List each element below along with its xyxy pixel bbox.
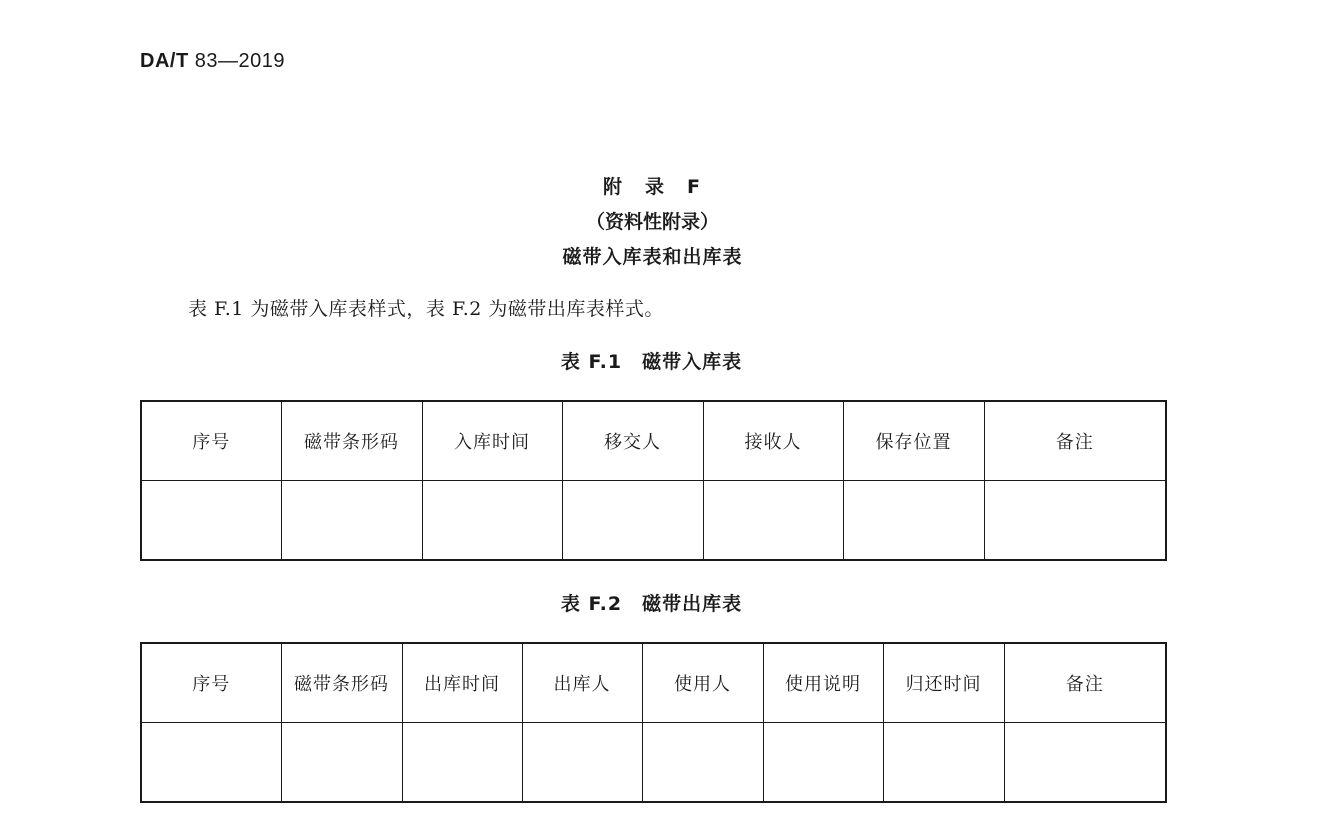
table-1-caption: 表 F.1 磁带入库表 <box>560 351 743 373</box>
table-header-row <box>141 643 1166 722</box>
table-cell <box>562 480 703 560</box>
table-header-row <box>141 401 1166 480</box>
tape-outbound-table <box>140 642 1167 803</box>
table-cell <box>281 722 402 802</box>
table-row <box>141 722 1166 802</box>
table-cell <box>1004 722 1166 802</box>
column-header: 入库时间 <box>422 401 562 480</box>
table-cell <box>422 480 562 560</box>
table-cell <box>843 480 984 560</box>
table-cell <box>141 722 281 802</box>
table-cell <box>522 722 642 802</box>
table-cell <box>703 480 843 560</box>
appendix-title: 附 录 F <box>603 176 702 198</box>
table-cell <box>763 722 883 802</box>
appendix-type: （资料性附录） <box>585 211 719 233</box>
column-header: 磁带条形码 <box>281 643 402 722</box>
column-header: 备注 <box>1004 643 1166 722</box>
document-code <box>140 50 285 73</box>
table-2-caption: 表 F.2 磁带出库表 <box>560 593 743 615</box>
column-header: 保存位置 <box>843 401 984 480</box>
column-header: 磁带条形码 <box>281 401 422 480</box>
table-cell <box>141 480 281 560</box>
table-cell <box>984 480 1166 560</box>
intro-paragraph: 表 F.1 为磁带入库表样式，表 F.2 为磁带出库表样式。 <box>188 298 664 320</box>
column-header: 使用说明 <box>763 643 883 722</box>
document-code-number: 83—2019 <box>194 50 285 72</box>
table-cell <box>281 480 422 560</box>
column-header: 移交人 <box>562 401 703 480</box>
appendix-name: 磁带入库表和出库表 <box>562 246 743 268</box>
table-cell <box>642 722 763 802</box>
tape-inbound-table <box>140 400 1167 561</box>
column-header: 归还时间 <box>883 643 1004 722</box>
column-header: 接收人 <box>703 401 843 480</box>
column-header: 使用人 <box>642 643 763 722</box>
column-header: 出库时间 <box>402 643 522 722</box>
column-header: 出库人 <box>522 643 642 722</box>
column-header: 备注 <box>984 401 1166 480</box>
document-code-prefix: DA/T <box>140 50 189 72</box>
column-header: 序号 <box>141 401 281 480</box>
table-cell <box>883 722 1004 802</box>
column-header: 序号 <box>141 643 281 722</box>
table-cell <box>402 722 522 802</box>
table-row <box>141 480 1166 560</box>
